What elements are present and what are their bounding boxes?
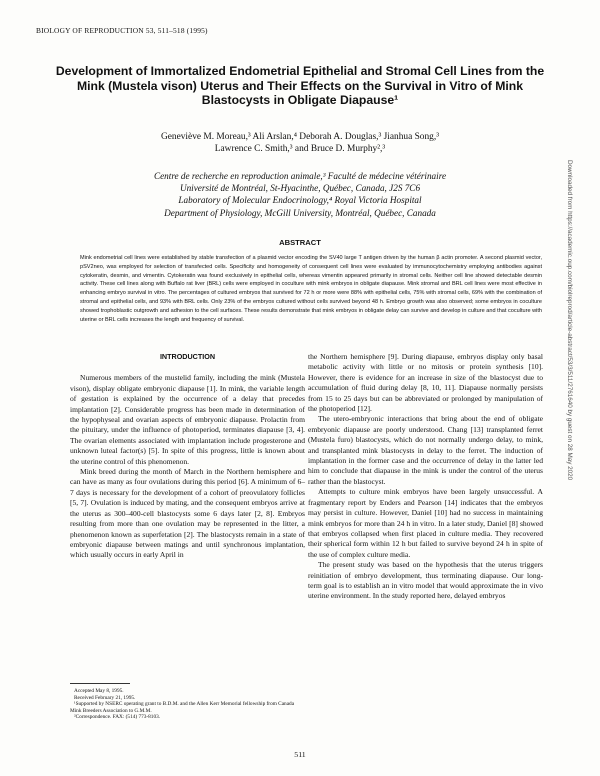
affiliations xyxy=(60,170,540,219)
authors-line-1: Geneviève M. Moreau,³ Ali Arslan,⁴ Deborah A. Douglas,³ Jianhua Song,³ xyxy=(160,132,440,142)
left-column xyxy=(70,352,305,561)
paragraph: Attempts to culture mink embryos have been largely unsuccessful. A fragmentary report by Enders and Pearson [14] indicates that the embryos may persist in culture. However, Daniel [10] had no success in maintaining mink embryos for more than 24 h in vitro. In a later study, Daniel [8] showed that embryos collapsed when first placed in culture media. They recovered their spherical form within 12 h but failed to survive beyond 24 h in spite of the use of complex culture media. xyxy=(308,487,543,559)
abstract-text: Mink endometrial cell lines were established by stable transfection of a plasmid vector encoding the SV40 large T antigen driven by the human β actin promoter. A second plasmid vector, pSV2neo, was employed for selection of transfected cells. Specificity and homogeneity of consequent cell lines were evaluated by immunocytochemistry employing antibodies against cytokeratin, desmin, and vimentin. Cytokeratin was found exclusively in epithelial cells, whereas vimentin appeared primarily in stromal cells. Neither cell line showed detectable desmin activity. These cell lines along with Buffalo rat liver (BRL) cells were employed in coculture with mink embryos in obligate diapause. Mink stromal and BRL cell lines were most effective in enhancing embryo survival in vitro. The percentages of cultured embryos that survived for 72 h or more were 88% with epithelial cells, 75% with stromal cells, 69% with the combination of stromal and epithelial cells, and 93% with BRL cells. Only 23% of the embryos cultured without cells survived beyond 48 h. Embryo growth was also observed; some embryos in coculture showed trophoblastic outgrowth and adhesion to the cell surfaces. These results demonstrate that mink embryos in obligate delay can survive and develop in culture and that coculture with uterine or BRL cells increases the length and frequency of survival. xyxy=(80,255,542,323)
footnote: Accepted May 8, 1995. xyxy=(74,688,124,694)
footnote: Received February 21, 1995. xyxy=(74,694,136,701)
paragraph: Numerous members of the mustelid family, including the mink (Mustela vison), display obligate embryonic diapause [1]. In mink, the variable length of gestation is explained by the occurrence of a delay that precedes implantation [2]. Considerable progress has been made in determination of the hypophyseal and ovarian aspects of embryonic diapause. Prolactin from the pituitary, under the influence of photoperiod, terminates diapause [3, 4]. The ovarian elements associated with implantation include progesterone and unknown luteal factor(s) [5]. In spite of this progress, little is known about the uterine control of this phenomenon. xyxy=(70,373,305,466)
paragraph: The present study was based on the hypothesis that the uterus triggers reinitiation of embryo development, thus terminating diapause. Our long-term goal is to establish an in vitro model that would approximate the in vivo uterine environment. In the study reported here, delayed embryos xyxy=(308,560,543,601)
paragraph: the Northern hemisphere [9]. During diapause, embryos display only basal metabolic activity with little or no mitosis or protein synthesis [10]. However, there is evidence for an increase in size of the blastocyst due to accumulation of fluid during delay [8, 10, 11]. Diapause normally persists from 15 to 25 days but can be abbreviated or prolonged by manipulation of the photoperiod [12]. xyxy=(308,352,543,414)
footnote-divider xyxy=(70,683,130,684)
author-list xyxy=(90,131,510,155)
footnote: ²Correspondence. FAX: (514) 773-8103. xyxy=(74,714,161,720)
paragraph: The utero-embryonic interactions that bring about the end of obligate embryonic diapause are poorly understood. Chang [13] transplanted ferret (Mustela furo) blastocysts, which do not normally undergo delay, to mink, and transplanted mink blastocysts in delay to the ferret. The induction of implantation in the former case and the occurrence of delay in the latter led him to conclude that diapause in the mink is under the control of the uterus rather than the blastocyst. xyxy=(308,414,543,486)
download-watermark: Downloaded from https://academic.oup.com/biolreprod/article-abstract/53/3/511/2761640 by guest on 28 May 2020 xyxy=(566,160,573,481)
affiliation-line: Laboratory of Molecular Endocrinology,⁴ Royal Victoria Hospital xyxy=(178,195,422,206)
affiliation-line: Department of Physiology, McGill University, Montréal, Québec, Canada xyxy=(164,207,436,218)
footnote: ¹Supported by NSERC operating grant to B.D.M. and the Allen Kerr Memorial fellowship from Canada Mink Breeders Association to G.M.M. xyxy=(70,701,295,714)
page-number: 511 xyxy=(294,750,306,759)
right-column xyxy=(308,352,543,602)
introduction-heading: INTRODUCTION xyxy=(159,352,216,361)
affiliation-line: Université de Montréal, St-Hyacinthe, Québec, Canada, J2S 7C6 xyxy=(179,183,421,194)
article-title: Development of Immortalized Endometrial Epithelial and Stromal Cell Lines from the Mink (Mustela vison) Uterus and Their Effects on the Survival in Vitro of Mink Blastocysts in Obligate Diapause¹ xyxy=(55,64,545,108)
authors-line-2: Lawrence C. Smith,³ and Bruce D. Murphy²,³ xyxy=(214,144,386,154)
affiliation-line: Centre de recherche en reproduction animale,³ Faculté de médecine vétérinaire xyxy=(153,171,447,181)
abstract-heading: ABSTRACT xyxy=(279,238,321,247)
paragraph: Mink breed during the month of March in the Northern hemisphere and can have as many as four ovulations during this period [6]. A minimum of 6–7 days is necessary for the development of a cohort of preovulatory follicles [5, 7]. Ovulation is induced by mating, and the consequent embryos arrive at the uterus as 300–400-cell blastocysts some 6 days later [2, 8]. Embryos resulting from more than one ovulation may be represented in the litter, a phenomenon known as superfetation [2]. The blastocysts remain in a state of embryonic diapause between matings and until synchronous implantation, which usually occurs in early April in xyxy=(70,467,305,560)
footnotes xyxy=(70,688,305,721)
journal-citation: BIOLOGY OF REPRODUCTION 53, 511–518 (1995) xyxy=(36,26,208,35)
